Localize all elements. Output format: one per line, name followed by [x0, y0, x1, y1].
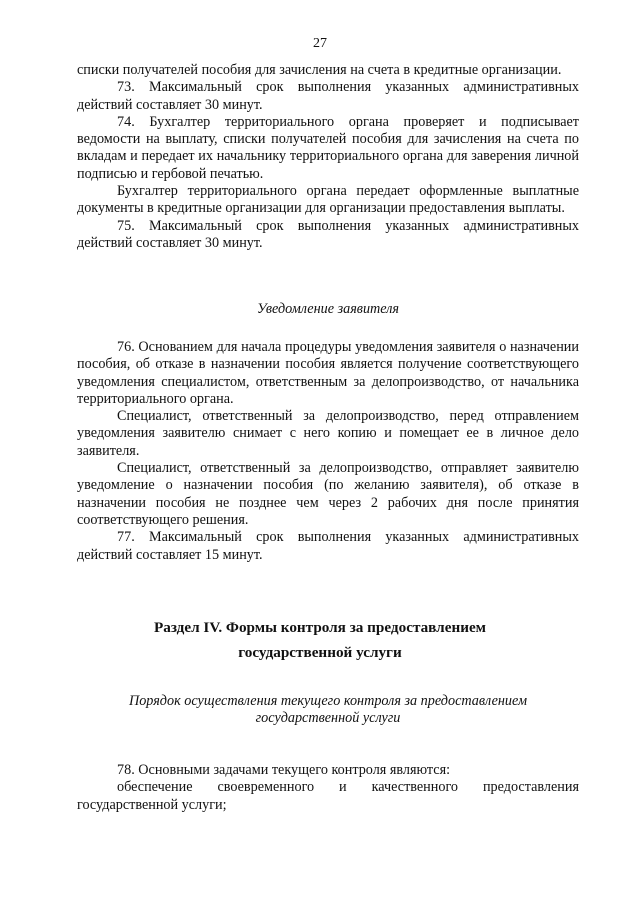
paragraph-78: 78. Основными задачами текущего контроля являются:: [117, 762, 451, 778]
paragraph-77: 77. Максимальный срок выполнения указанных административных действий составляет 15 минут.: [77, 529, 579, 563]
paragraph-specialist-send: Специалист, ответственный за делопроизводство, отправляет заявителю уведомление о назначении пособия (по желанию заявителя), об отказе в назначении пособия не позднее чем через 2 рабочих дня после принятия соответствующего решения.: [77, 460, 579, 528]
paragraph-accountant-transfer: Бухгалтер территориального органа передает оформленные выплатные документы в кредитные организации для организации предоставления выплаты.: [77, 183, 579, 217]
text-block-payments: [77, 62, 579, 252]
paragraph-75: 75. Максимальный срок выполнения указанных административных действий составляет 30 минут.: [77, 217, 579, 251]
subheading-current-control-line1: Порядок осуществления текущего контроля за предоставлением: [128, 693, 528, 709]
section-title-line2: государственной услуги: [238, 644, 402, 661]
text-block-notification: [77, 339, 579, 564]
paragraph-73: 73. Максимальный срок выполнения указанных административных действий составляет 30 минут.: [77, 79, 579, 113]
text-block-control-tasks: [77, 762, 579, 814]
paragraph-specialist-copy: Специалист, ответственный за делопроизводство, перед отправлением уведомления заявителю снимает с него копию и помещает ее в личное дело заявителя.: [77, 408, 579, 459]
subheading-current-control-line2: государственной услуги: [255, 710, 401, 726]
paragraph-74: 74. Бухгалтер территориального органа проверяет и подписывает ведомости на выплату, списки получателей пособия для зачисления на счета по вкладам и передает их начальнику территориального органа для заверения личной подписью и гербовой печатью.: [77, 113, 579, 182]
section-title-line1: Раздел IV. Формы контроля за предоставлением: [153, 619, 487, 636]
subheading-notify-applicant: Уведомление заявителя: [256, 301, 400, 317]
page-number: 27: [313, 36, 327, 51]
paragraph-76: 76. Основанием для начала процедуры уведомления заявителя о назначении пособия, об отказе в назначении пособия является получение соответствующего уведомления специалистом, ответственным за делопроизводство, от начальника территориального органа.: [77, 339, 579, 407]
paragraph-timely-provision: обеспечение своевременного и качественного предоставления государственной услуги;: [77, 779, 579, 813]
paragraph-continuation: списки получателей пособия для зачисления на счета в кредитные организации.: [77, 62, 562, 78]
